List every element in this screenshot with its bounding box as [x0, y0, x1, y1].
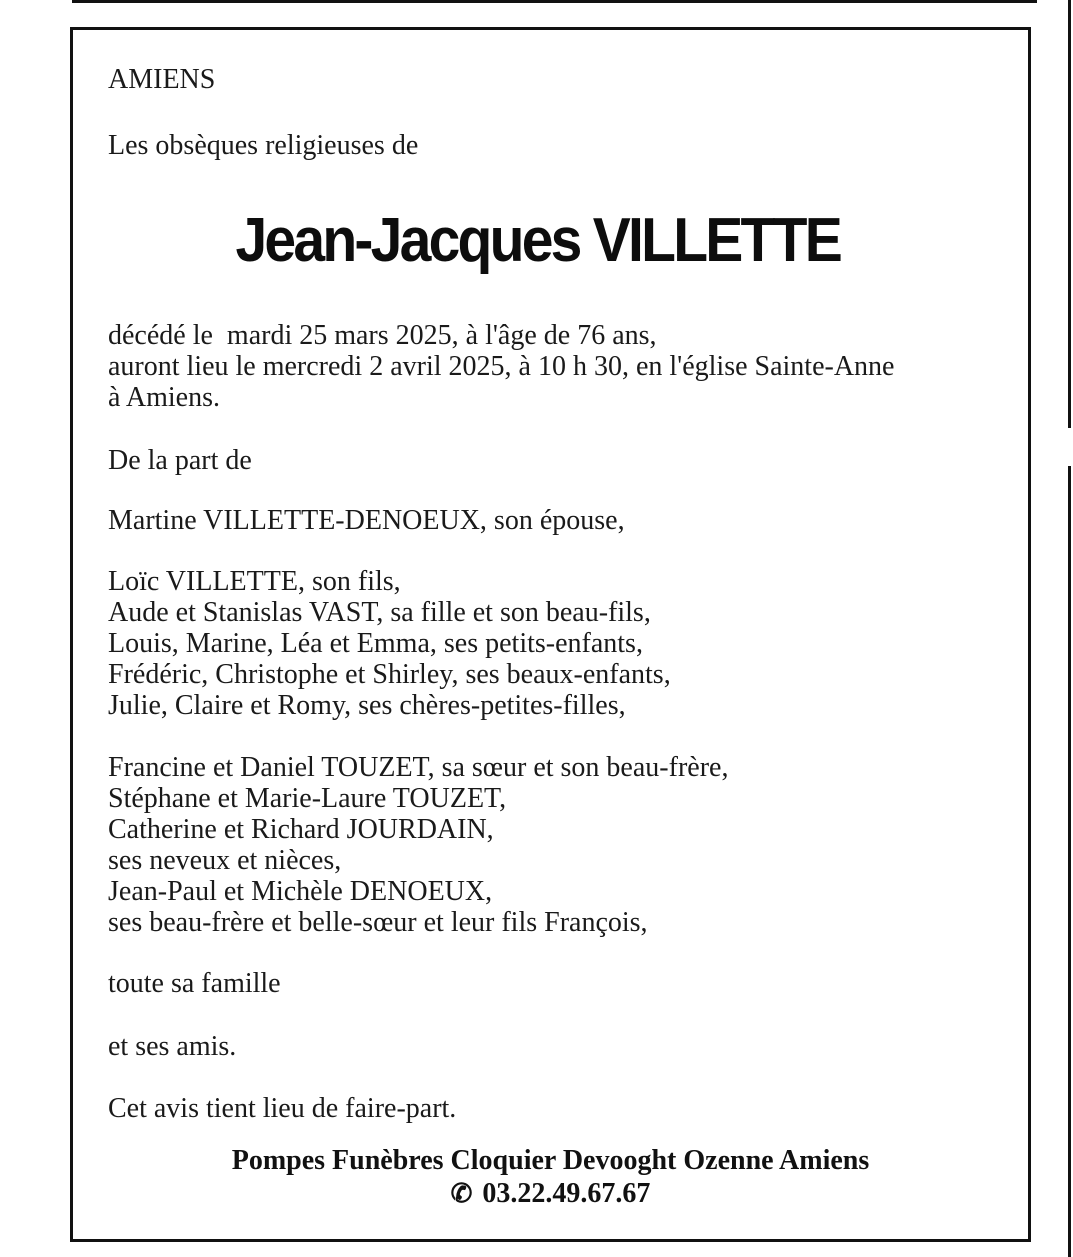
- top-rule: [72, 0, 1037, 3]
- funeral-home-name: Pompes Funèbres Cloquier Devooght Ozenne Amiens: [231, 1145, 870, 1176]
- funeral-home-phone-row: [70, 1178, 1031, 1210]
- family-line: Aude et Stanislas VAST, sa fille et son beau-fils,: [108, 597, 651, 628]
- city-heading: AMIENS: [108, 64, 216, 95]
- family-line: Francine et Daniel TOUZET, sa sœur et son beau-frère,: [108, 752, 729, 783]
- family-text: toute sa famille: [108, 968, 281, 999]
- family-line: Frédéric, Christophe et Shirley, ses beaux-enfants,: [108, 659, 671, 690]
- friends-text: et ses amis.: [108, 1031, 237, 1062]
- family-line: Stéphane et Marie-Laure TOUZET,: [108, 783, 507, 814]
- detail-line: à Amiens.: [108, 382, 220, 413]
- side-rule: [1068, 466, 1071, 1257]
- spouse-line: Martine VILLETTE-DENOEUX, son épouse,: [108, 505, 625, 536]
- from-label: De la part de: [108, 445, 252, 476]
- family-line: Jean-Paul et Michèle DENOEUX,: [108, 876, 493, 907]
- intro-text: Les obsèques religieuses de: [108, 130, 419, 161]
- family-line: Louis, Marine, Léa et Emma, ses petits-enfants,: [108, 628, 643, 659]
- notice-text: Cet avis tient lieu de faire-part.: [108, 1093, 457, 1124]
- detail-line: décédé le mardi 25 mars 2025, à l'âge de 76 ans,: [108, 320, 657, 351]
- deceased-name: Jean-Jacques VILLETTE: [235, 206, 841, 275]
- family-line: ses neveux et nièces,: [108, 845, 342, 876]
- family-line: Loïc VILLETTE, son fils,: [108, 566, 401, 597]
- funeral-home-phone: 03.22.49.67.67: [482, 1178, 651, 1209]
- detail-line: auront lieu le mercredi 2 avril 2025, à 10 h 30, en l'église Sainte-Anne: [108, 351, 895, 382]
- family-line: Catherine et Richard JOURDAIN,: [108, 814, 494, 845]
- side-rule: [1068, 0, 1071, 428]
- family-line: Julie, Claire et Romy, ses chères-petites-filles,: [108, 690, 626, 721]
- family-line: ses beau-frère et belle-sœur et leur fils François,: [108, 907, 648, 938]
- phone-icon: ✆: [450, 1179, 473, 1208]
